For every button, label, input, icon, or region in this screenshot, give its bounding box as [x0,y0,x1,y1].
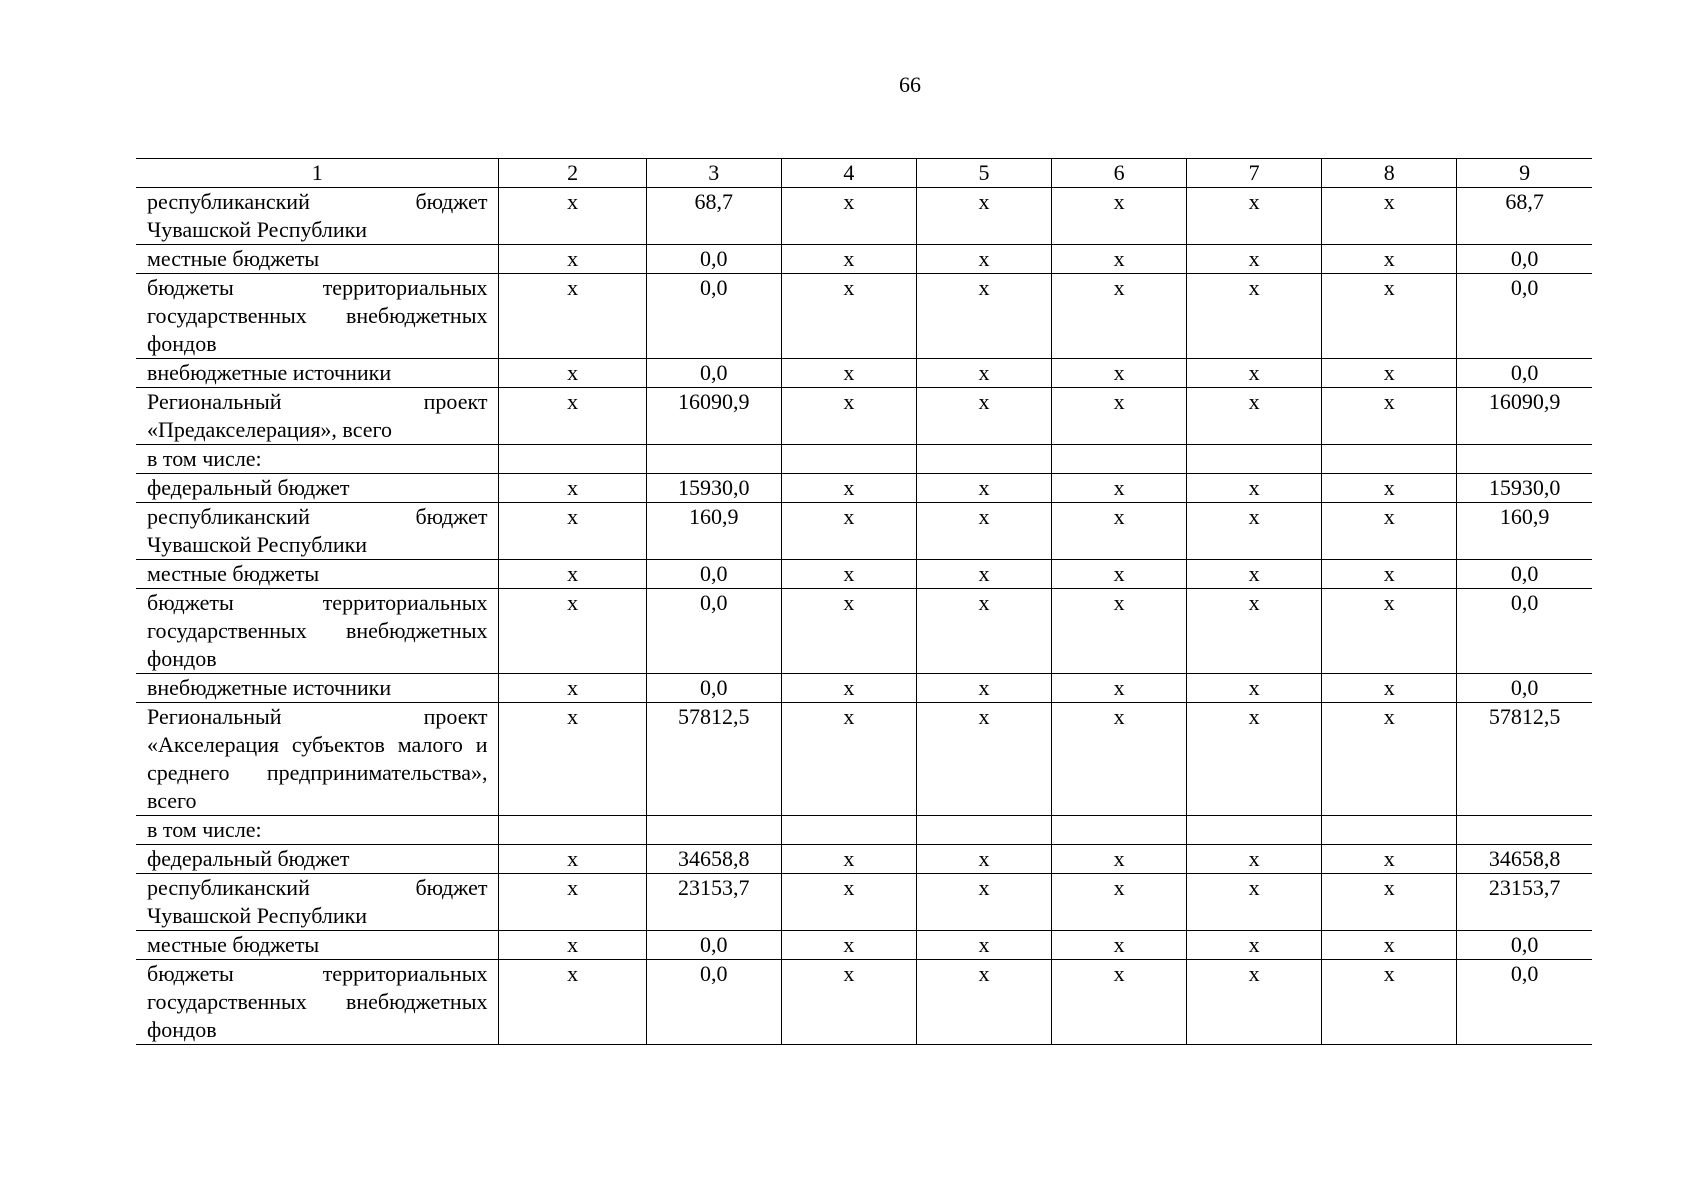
value-cell: х [1322,503,1457,560]
value-cell: х [1322,874,1457,931]
table-body [136,188,1592,1045]
value-cell: х [1187,960,1322,1045]
value-cell: х [1187,503,1322,560]
value-cell: х [916,931,1051,960]
value-cell: х [781,589,916,674]
value-cell: х [781,388,916,445]
value-cell: х [1322,845,1457,874]
value-cell: 0,0 [1457,674,1592,703]
value-cell: х [1187,359,1322,388]
row-label-cell: бюджеты территориальных государственных внебюджетных фондов [136,274,499,359]
table-row [136,388,1592,445]
value-cell [916,445,1051,474]
row-label-cell: местные бюджеты [136,931,499,960]
value-cell: 15930,0 [646,474,781,503]
value-cell: 16090,9 [646,388,781,445]
value-cell: х [499,474,646,503]
column-header: 4 [781,159,916,188]
value-cell: х [916,503,1051,560]
value-cell [1052,445,1187,474]
value-cell: х [1052,589,1187,674]
value-cell: х [1322,589,1457,674]
value-cell: 0,0 [646,274,781,359]
table-row [136,359,1592,388]
value-cell: х [781,960,916,1045]
value-cell: х [1052,845,1187,874]
value-cell: 34658,8 [1457,845,1592,874]
value-cell: х [499,845,646,874]
value-cell: х [916,359,1051,388]
value-cell: 0,0 [1457,931,1592,960]
value-cell: х [916,245,1051,274]
value-cell: х [1322,931,1457,960]
value-cell: 68,7 [1457,188,1592,245]
value-cell [1457,816,1592,845]
value-cell: х [1322,703,1457,816]
value-cell: х [916,274,1051,359]
value-cell: х [1187,845,1322,874]
value-cell: х [1322,674,1457,703]
table-row [136,560,1592,589]
value-cell [1052,816,1187,845]
value-cell [646,816,781,845]
value-cell: х [1052,274,1187,359]
column-header: 7 [1187,159,1322,188]
column-header: 8 [1322,159,1457,188]
row-label-cell: федеральный бюджет [136,474,499,503]
value-cell: х [499,503,646,560]
budget-table [136,158,1592,1045]
value-cell: х [1322,359,1457,388]
value-cell: х [1052,188,1187,245]
value-cell: 0,0 [646,931,781,960]
row-label-cell: бюджеты территориальных государственных внебюджетных фондов [136,589,499,674]
value-cell: х [1052,931,1187,960]
table-row [136,874,1592,931]
value-cell: х [1322,188,1457,245]
value-cell: х [499,703,646,816]
value-cell: 23153,7 [1457,874,1592,931]
row-label-cell: в том числе: [136,445,499,474]
row-label-cell: в том числе: [136,816,499,845]
table-row [136,474,1592,503]
value-cell: х [781,845,916,874]
column-header: 1 [136,159,499,188]
value-cell: х [1187,703,1322,816]
value-cell [1187,816,1322,845]
value-cell: 0,0 [646,960,781,1045]
value-cell: х [1052,388,1187,445]
value-cell: 0,0 [646,674,781,703]
value-cell [1187,445,1322,474]
value-cell: х [1052,503,1187,560]
value-cell: х [499,931,646,960]
value-cell: х [1052,245,1187,274]
value-cell: х [916,703,1051,816]
value-cell: 68,7 [646,188,781,245]
value-cell: х [1187,388,1322,445]
value-cell: х [1052,674,1187,703]
value-cell: х [1187,188,1322,245]
value-cell: х [916,874,1051,931]
value-cell: х [499,560,646,589]
row-label-cell: республиканский бюджет Чувашской Республики [136,503,499,560]
row-label-cell: внебюджетные источники [136,674,499,703]
value-cell [781,816,916,845]
value-cell: х [1187,589,1322,674]
table-row [136,245,1592,274]
value-cell: х [916,188,1051,245]
value-cell: х [916,474,1051,503]
value-cell: х [1052,359,1187,388]
row-label-cell: федеральный бюджет [136,845,499,874]
row-label-cell: республиканский бюджет Чувашской Республики [136,188,499,245]
value-cell: х [1187,245,1322,274]
table-row [136,188,1592,245]
value-cell: х [916,589,1051,674]
value-cell [1322,816,1457,845]
value-cell [781,445,916,474]
table-row [136,703,1592,816]
value-cell: х [781,703,916,816]
value-cell: х [781,874,916,931]
value-cell: 0,0 [646,560,781,589]
row-label-cell: бюджеты территориальных государственных внебюджетных фондов [136,960,499,1045]
table-row [136,674,1592,703]
value-cell: х [781,188,916,245]
value-cell: 16090,9 [1457,388,1592,445]
value-cell: 0,0 [646,245,781,274]
value-cell: 160,9 [646,503,781,560]
value-cell: 0,0 [1457,560,1592,589]
table-row [136,589,1592,674]
value-cell: 57812,5 [1457,703,1592,816]
value-cell: х [499,589,646,674]
value-cell: 0,0 [646,589,781,674]
value-cell: х [916,674,1051,703]
table-row [136,845,1592,874]
value-cell: 0,0 [1457,245,1592,274]
value-cell: х [1187,274,1322,359]
row-label-cell: республиканский бюджет Чувашской Республики [136,874,499,931]
value-cell: х [781,674,916,703]
value-cell: х [1187,474,1322,503]
value-cell: х [1052,874,1187,931]
value-cell: 0,0 [1457,589,1592,674]
column-header: 9 [1457,159,1592,188]
value-cell: 57812,5 [646,703,781,816]
row-label-cell: местные бюджеты [136,560,499,589]
value-cell: х [1322,274,1457,359]
column-header: 3 [646,159,781,188]
value-cell: 0,0 [1457,359,1592,388]
value-cell: х [781,560,916,589]
value-cell: 0,0 [646,359,781,388]
value-cell: х [916,960,1051,1045]
value-cell: х [499,388,646,445]
value-cell: х [1322,388,1457,445]
value-cell: х [1052,703,1187,816]
value-cell: х [1322,960,1457,1045]
value-cell: х [499,274,646,359]
value-cell [499,445,646,474]
value-cell: х [781,245,916,274]
value-cell: х [499,960,646,1045]
value-cell: х [781,931,916,960]
table-row [136,960,1592,1045]
row-label-cell: местные бюджеты [136,245,499,274]
value-cell: х [916,560,1051,589]
value-cell: х [1052,474,1187,503]
value-cell [1457,445,1592,474]
value-cell: 160,9 [1457,503,1592,560]
value-cell: х [781,359,916,388]
value-cell: х [499,674,646,703]
table-row [136,503,1592,560]
value-cell: х [499,874,646,931]
row-label-cell: внебюджетные источники [136,359,499,388]
column-number-row [136,159,1592,188]
column-header: 6 [1052,159,1187,188]
value-cell: х [781,503,916,560]
column-header: 2 [499,159,646,188]
value-cell: 34658,8 [646,845,781,874]
row-label-cell: Региональный проект «Предакселерация», всего [136,388,499,445]
value-cell [916,816,1051,845]
value-cell: х [1052,560,1187,589]
value-cell: х [499,188,646,245]
table-row [136,274,1592,359]
column-header: 5 [916,159,1051,188]
value-cell: х [1187,560,1322,589]
value-cell [646,445,781,474]
table-row [136,445,1592,474]
page-number: 66 [899,72,921,97]
value-cell: х [916,388,1051,445]
table-row [136,816,1592,845]
value-cell: х [1322,560,1457,589]
value-cell: х [1322,474,1457,503]
value-cell: х [1187,931,1322,960]
value-cell: х [499,245,646,274]
value-cell: 15930,0 [1457,474,1592,503]
value-cell [499,816,646,845]
table-row [136,931,1592,960]
row-label-cell: Региональный проект «Акселерация субъектов малого и среднего предпринимательства», всего [136,703,499,816]
value-cell: х [1052,960,1187,1045]
value-cell: 0,0 [1457,274,1592,359]
value-cell: 0,0 [1457,960,1592,1045]
value-cell: х [781,474,916,503]
value-cell: х [916,845,1051,874]
value-cell: х [1187,674,1322,703]
value-cell: х [1322,245,1457,274]
value-cell: 23153,7 [646,874,781,931]
value-cell: х [781,274,916,359]
value-cell: х [499,359,646,388]
value-cell: х [1187,874,1322,931]
value-cell [1322,445,1457,474]
